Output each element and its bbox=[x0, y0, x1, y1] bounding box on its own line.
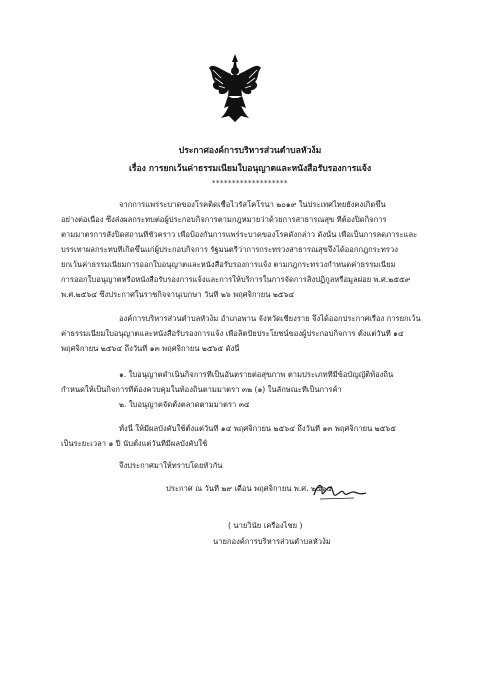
paragraph-line: พฤศจิกายน ๒๕๖๔ ถึงวันที่ ๑๓ พฤศจิกายน ๒๕๖๕ ดังนี้ bbox=[61, 344, 240, 353]
paragraph-line: ยกเว้นค่าธรรมเนียมการออกใบอนุญาตและหนังสือรับรองการแจ้ง ตามกฎกระทรวงกำหนดค่าธรรมเนียม bbox=[61, 260, 396, 269]
list-item: กำหนดให้เป็นกิจการที่ต้องควบคุมในท้องถิ่นตามมาตรา ๓๒ (๑) ในลักษณะที่เป็นการค้า bbox=[61, 385, 342, 394]
paragraph-line: อย่างต่อเนื่อง ซึ่งส่งผลกระทบต่อผู้ประกอบกิจการตามกฎหมายว่าด้วยการสาธารณสุข ที่ต้องปิดกิจการ bbox=[61, 215, 387, 224]
signature-icon bbox=[310, 477, 370, 503]
paragraph-line: การออกใบอนุญาตหรือหนังสือรับรองการแจ้งและการให้บริการในการจัดการสิ่งปฏิกูลหรือมูลฝอย พ.ศ.๒๕๕๙ bbox=[61, 275, 411, 284]
list-item: ๑. ใบอนุญาตดำเนินกิจการที่เป็นอันตรายต่อสุขภาพ ตามประเภทที่มีข้อบัญญัติท้องถิ่น bbox=[119, 370, 394, 379]
closing-line: จึงประกาศมาให้ทราบโดยทั่วกัน bbox=[119, 461, 223, 470]
signer-title: นายกองค์การบริหารส่วนตำบลหัวง้ม bbox=[213, 537, 331, 546]
paragraph-line: จากการแพร่ระบาดของโรคติดเชื้อไวรัสโคโรนา ๒๐๑๙ ในประเทศไทยยังคงเกิดขึ้น bbox=[119, 200, 386, 209]
paragraph-line: ทั้งนี้ ให้มีผลบังคับใช้ตั้งแต่วันที่ ๑๔ พฤศจิกายน ๒๕๖๔ ถึงวันที่ ๑๓ พฤศจิกายน ๒๕๖๕ bbox=[119, 424, 396, 433]
paragraph-line: องค์การบริหารส่วนตำบลหัวง้ม อำเภอพาน จังหวัดเชียงราย จึงได้ออกประกาศเรื่อง การยกเว้น bbox=[119, 314, 421, 323]
paragraph-line: ตามมาตรการสั่งปิดสถานที่ชั่วคราว เพื่อป้องกันการแพร่ระบาดของโรคดังกล่าว ดังนั้น เพื่อเป็นการลดภาระและ bbox=[61, 230, 418, 239]
announcement-title: ประกาศองค์การบริหารส่วนตำบลหัวง้ม bbox=[178, 146, 322, 156]
date-line: ประกาศ ณ วันที่ ๒๙ เดือน พฤศจิกายน พ.ศ. ๒๕๖๔ bbox=[166, 484, 333, 493]
signer-name: ( นายวินัย เครืองไชย ) bbox=[228, 521, 303, 530]
paragraph-line: พ.ศ.๒๕๖๔ ซึ่งประกาศในราชกิจจานุเบกษา วันที่ ๒๖ พฤศจิกายน ๒๕๖๔ bbox=[61, 290, 295, 299]
list-item: ๒. ใบอนุญาตจัดตั้งตลาดตามมาตรา ๓๔ bbox=[119, 400, 250, 409]
garuda-emblem-icon bbox=[207, 52, 263, 124]
paragraph-line: บรรเทาผลกระทบที่เกิดขึ้นแก่ผู้ประกอบกิจการ รัฐมนตรีว่าการกระทรวงสาธารณสุขจึงได้ออกกฎกระทรวง bbox=[61, 245, 398, 254]
decorative-divider: ******************* bbox=[212, 179, 288, 187]
paragraph-line: เป็นระยะเวลา ๑ ปี นับตั้งแต่วันที่มีผลบังคับใช้ bbox=[61, 439, 208, 448]
announcement-subject: เรื่อง การยกเว้นค่าธรรมเนียมใบอนุญาตและหนังสือรับรองการแจ้ง bbox=[128, 164, 372, 174]
paragraph-line: ค่าธรรมเนียมใบอนุญาตและหนังสือรับรองการแจ้ง เพื่อลิตปัยประโยชน์ของผู้ประกอบกิจการ ตั้งแต่วันที่ ๑๔ bbox=[61, 329, 404, 338]
